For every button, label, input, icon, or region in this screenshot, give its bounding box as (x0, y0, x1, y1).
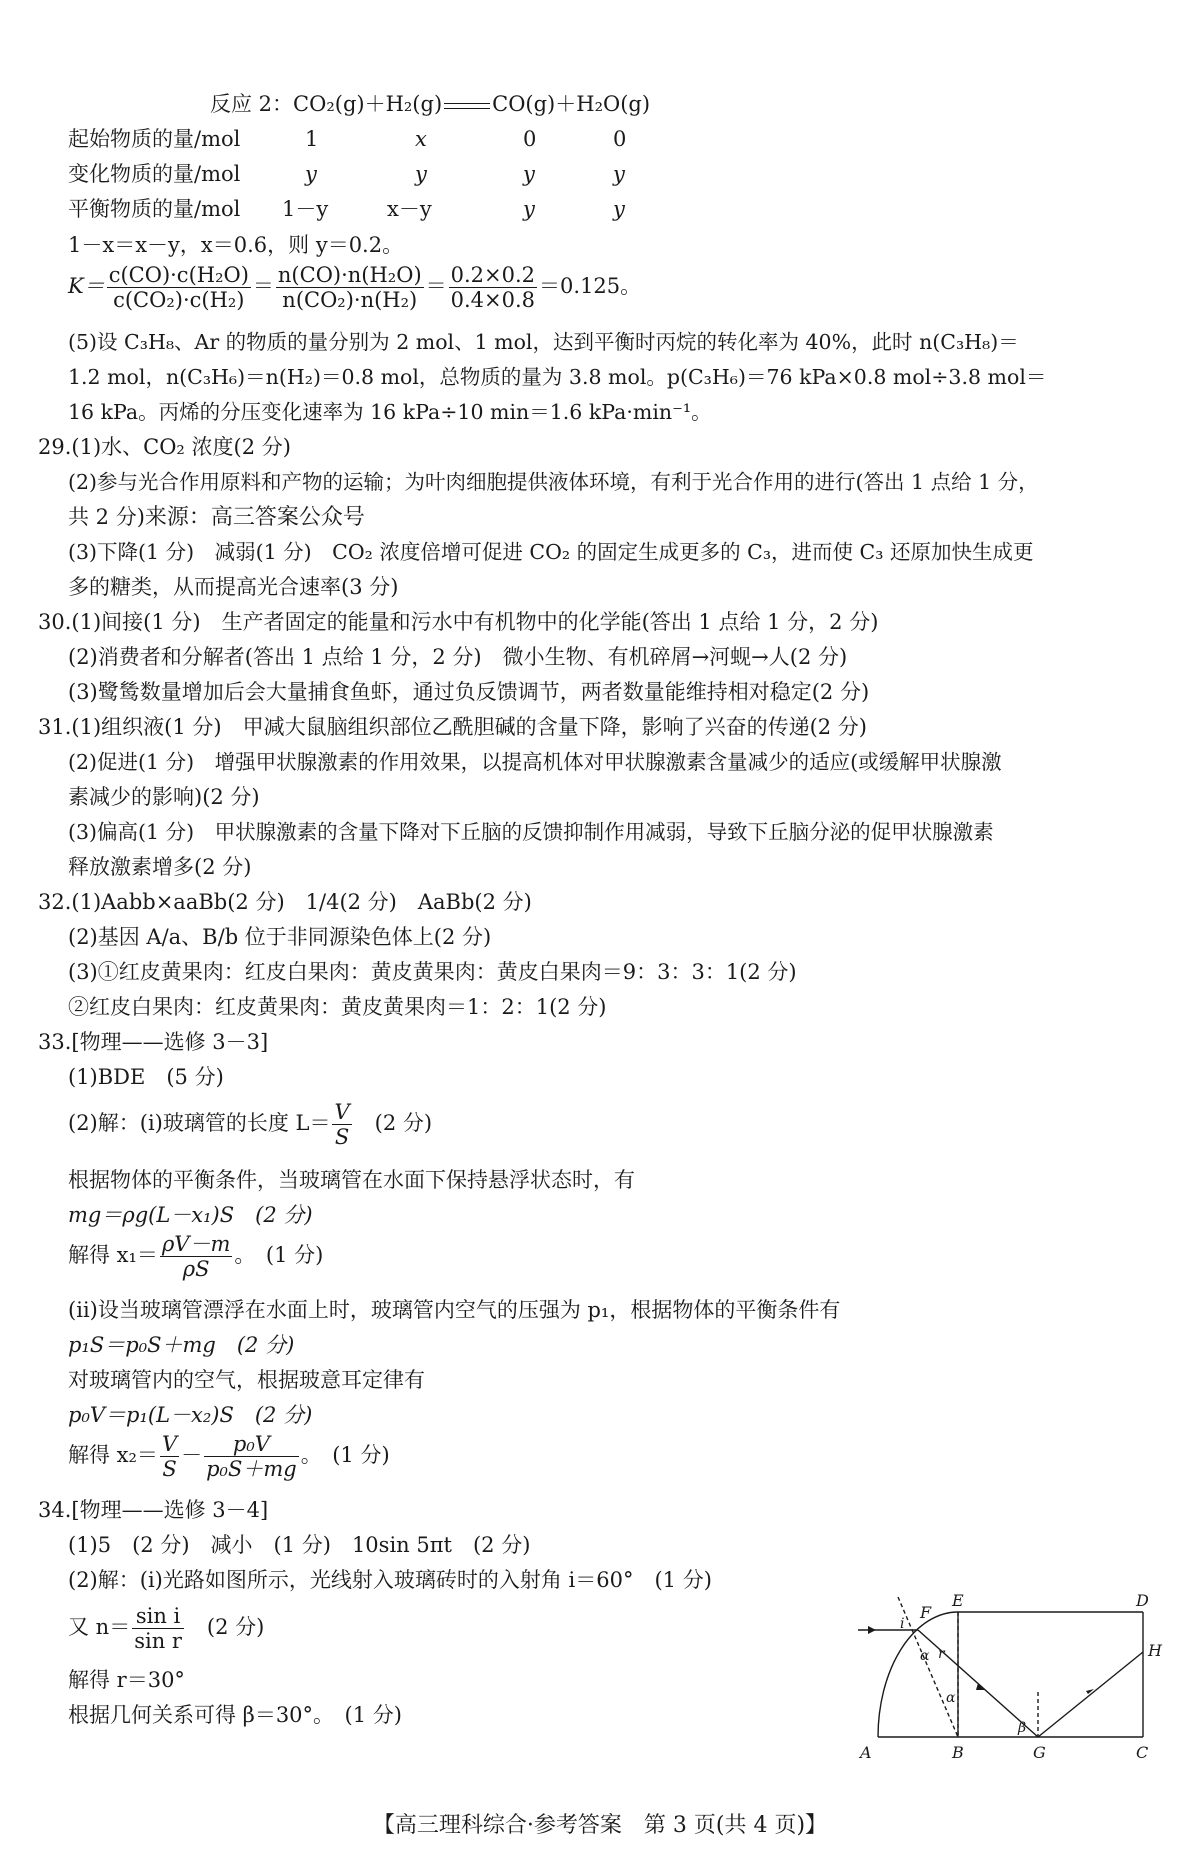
q33-line: p₁S＝p₀S＋mg (2 分) (68, 1333, 295, 1357)
table-cell: y (305, 162, 317, 186)
label-alpha-1: α (920, 1648, 930, 1664)
q29-text: 共 2 分) (68, 505, 145, 529)
q34-heading: 34.[物理——选修 3－4] (38, 1498, 269, 1522)
label-r: r (938, 1646, 945, 1662)
q31-line: 素减少的影响)(2 分) (68, 785, 260, 809)
equilibrium-arrow-icon (444, 100, 490, 112)
label-c: C (1136, 1743, 1149, 1762)
denominator: S (162, 1457, 177, 1482)
q33-line: 根据物体的平衡条件，当玻璃管在水面下保持悬浮状态时，有 (68, 1168, 635, 1192)
q33-text: 。 (1 分) (234, 1243, 324, 1268)
denominator: S (334, 1125, 350, 1150)
denominator: ρS (182, 1257, 210, 1282)
label-h: H (1148, 1641, 1162, 1660)
numerator: sin i (132, 1604, 184, 1629)
denominator: 0.4×0.8 (450, 288, 536, 313)
table-cell: x－y (387, 197, 432, 221)
q33-line: p₀V＝p₁(L－x₂)S (2 分) (68, 1403, 313, 1427)
paragraph-5-line-3: 16 kPa。丙烯的分压变化速率为 16 kPa÷10 min＝1.6 kPa·min⁻¹。 (68, 400, 712, 424)
numerator: V (161, 1432, 178, 1456)
table-row (68, 162, 240, 187)
q33-text: 解得 x₁＝ (68, 1243, 158, 1268)
row-label: 变化物质的量/mol (68, 162, 241, 186)
reaction-rhs: CO(g)＋H₂O(g) (492, 92, 651, 116)
table-cell: y (415, 162, 427, 186)
q33-line: (ⅱ)设当玻璃管漂浮在水面上时，玻璃管内空气的压强为 p₁，根据物体的平衡条件有 (68, 1298, 841, 1322)
q33-line (68, 1232, 323, 1281)
q32-line: (3)①红皮黄果肉：红皮白果肉：黄皮黄果肉：黄皮白果肉＝9：3：3：1(2 分) (68, 960, 797, 984)
q33-line: (1)BDE (5 分) (68, 1065, 224, 1089)
q34-line: 解得 r＝30° (68, 1668, 185, 1692)
row-label: 平衡物质的量/mol (68, 197, 241, 221)
table-row (68, 197, 240, 222)
q33-text: (2 分) (353, 1111, 433, 1136)
paragraph-5-line-2: 1.2 mol，n(C₃H₆)＝n(H₂)＝0.8 mol，总物质的量为 3.8 mol。p(C₃H₆)＝76 kPa×0.8 mol÷3.8 mol＝ (68, 365, 1047, 389)
denominator: p₀S＋mg (206, 1457, 297, 1482)
numerator: c(CO)·c(H₂O) (108, 263, 249, 287)
q34-text: (2 分) (185, 1615, 265, 1640)
paragraph-5-line-1: (5)设 C₃H₈、Ar 的物质的量分别为 2 mol、1 mol，达到平衡时丙烷的转化率为 40%，此时 n(C₃H₈)＝ (68, 330, 1019, 354)
reaction-lhs: CO₂(g)＋H₂(g) (293, 92, 443, 116)
watermark-source: 来源：高三答案公众号 (144, 505, 365, 530)
label-beta: β (1018, 1720, 1027, 1736)
label-i: i (900, 1616, 905, 1632)
reaction-2-equation (210, 92, 650, 117)
table-cell: 0 (613, 127, 627, 151)
table-cell: 1－y (282, 197, 329, 221)
label-d: D (1136, 1592, 1149, 1610)
denominator: n(CO₂)·n(H₂) (282, 288, 418, 313)
q33-line: mg＝ρg(L－x₁)S (2 分) (68, 1203, 313, 1227)
label-f: F (920, 1603, 932, 1622)
row-label: 起始物质的量/mol (68, 127, 241, 151)
light-path-diagram (858, 1592, 1178, 1762)
arrow-head-icon (868, 1626, 876, 1634)
label-g: G (1033, 1743, 1046, 1762)
solve-line: 1－x＝x－y，x＝0.6，则 y＝0.2。 (68, 233, 404, 257)
equilibrium-constant: K＝ $\frac{\text{c(CO)·c(H₂O)}}{\text{c(CO₂)·c(H₂)}}$ ＝ $\frac{\text{n(CO)·n(H₂O)}}{\text{n(CO₂)·n(H₂)}}$ ＝ $\frac{0.2\times 0.2}{0.4\times 0.8}$ ＝0.125。 (68, 263, 642, 313)
q33-line (68, 1432, 390, 1481)
q34-text: 又 n＝ (68, 1615, 131, 1640)
q30-line: (2)消费者和分解者(答出 1 点给 1 分，2 分) 微小生物、有机碎屑→河蚬→人(2 分) (68, 645, 848, 669)
table-cell: y (613, 197, 625, 221)
q33-text: 解得 x₂＝ (68, 1443, 158, 1468)
q30-line: (3)鹭鸶数量增加后会大量捕食鱼虾，通过负反馈调节，两者数量能维持相对稳定(2 分) (68, 680, 870, 704)
q34-line: (2)解：(ⅰ)光路如图所示，光线射入玻璃砖时的入射角 i＝60° (1 分) (68, 1568, 712, 1592)
q29-line: 多的糖类，从而提高光合速率(3 分) (68, 575, 399, 599)
numerator: V (334, 1100, 350, 1124)
table-cell: y (613, 162, 625, 186)
q31-line: (3)偏高(1 分) 甲状腺激素的含量下降对下丘脑的反馈抑制作用减弱，导致下丘脑分泌的促甲状腺激素 (68, 820, 994, 844)
fraction (449, 263, 537, 312)
fraction (107, 263, 251, 312)
fraction (204, 1432, 299, 1481)
reaction-label: 反应 2： (210, 92, 294, 116)
fraction (160, 1432, 179, 1481)
q34-line: 根据几何关系可得 β＝30°。 (1 分) (68, 1703, 402, 1727)
q31-line: (2)促进(1 分) 增强甲状腺激素的作用效果，以提高机体对甲状腺激素含量减少的适应(或缓解甲状腺激 (68, 750, 1002, 774)
q29-line: 29.(1)水、CO₂ 浓度(2 分) (38, 435, 291, 459)
numerator: 0.2×0.2 (450, 263, 536, 287)
q32-line: ②红皮白果肉：红皮黄果肉：黄皮黄果肉＝1：2：1(2 分) (68, 995, 607, 1019)
table-cell: y (523, 197, 535, 221)
q32-line: 32.(1)Aabb×aaBb(2 分) 1/4(2 分) AaBb(2 分) (38, 890, 532, 914)
q33-text: (2)解：(ⅰ)玻璃管的长度 L＝ (68, 1111, 331, 1136)
q32-line: (2)基因 A/a、B/b 位于非同源染色体上(2 分) (68, 925, 492, 949)
k-result: ＝0.125。 (539, 274, 642, 299)
q34-line: (1)5 (2 分) 减小 (1 分) 10sin 5πt (2 分) (68, 1533, 531, 1557)
table-cell: x (415, 127, 427, 151)
q33-line (68, 1100, 432, 1149)
fraction (160, 1232, 232, 1281)
q29-line: (3)下降(1 分) 减弱(1 分) CO₂ 浓度倍增可促进 CO₂ 的固定生成更多的 C₃，进而使 C₃ 还原加快生成更 (68, 540, 1034, 564)
q31-line: 31.(1)组织液(1 分) 甲减大鼠脑组织部位乙酰胆碱的含量下降，影响了兴奋的传递(2 分) (38, 715, 867, 739)
q30-line: 30.(1)间接(1 分) 生产者固定的能量和污水中有机物中的化学能(答出 1 点给 1 分，2 分) (38, 610, 879, 634)
q34-line (68, 1604, 264, 1653)
label-a: A (860, 1743, 872, 1762)
q31-line: 释放激素增多(2 分) (68, 855, 252, 879)
q33-heading: 33.[物理——选修 3－3] (38, 1030, 269, 1054)
numerator: ρV－m (161, 1232, 231, 1256)
fraction (132, 1604, 184, 1653)
k-label: K＝ (68, 274, 105, 299)
q29-line: (2)参与光合作用原料和产物的运输；为叶肉细胞提供液体环境，有利于光合作用的进行(答出 1 点给 1 分， (68, 470, 1039, 494)
page-footer: 【高三理科综合·参考答案 第 3 页(共 4 页)】 (372, 1813, 828, 1838)
label-alpha-2: α (946, 1690, 956, 1706)
numerator: n(CO)·n(H₂O) (277, 263, 422, 287)
q33-text: 。 (1 分) (300, 1443, 390, 1468)
table-cell: y (523, 162, 535, 186)
q33-line: 对玻璃管内的空气，根据玻意耳定律有 (68, 1368, 425, 1392)
q33-text: － (181, 1443, 203, 1468)
q29-line (68, 505, 365, 531)
table-row (68, 127, 240, 152)
fraction (276, 263, 424, 312)
fraction (332, 1100, 351, 1149)
reflected-ray (1038, 1652, 1143, 1737)
table-cell: 1 (305, 127, 319, 151)
numerator: p₀V (204, 1432, 299, 1457)
denominator: c(CO₂)·c(H₂) (113, 288, 245, 313)
table-cell: 0 (523, 127, 537, 151)
arrow-head-icon (976, 1683, 986, 1690)
denominator: sin r (134, 1629, 182, 1654)
label-b: B (952, 1743, 964, 1762)
label-e: E (952, 1592, 964, 1610)
